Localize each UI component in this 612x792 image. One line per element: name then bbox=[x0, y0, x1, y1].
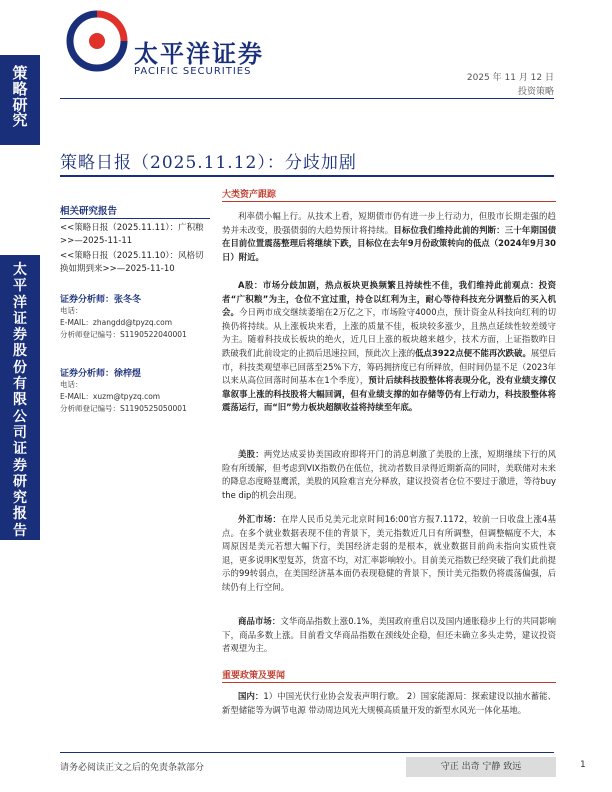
section-heading-policy: 重要政策及要闻 bbox=[222, 671, 286, 681]
a-share-text-1: 今日两市成交继续萎缩在2万亿之下，市场险守4000点，预计资金从科技向红利的切换仍将持续。从上涨板块来看，上涨的质量不佳，板块较多涨少，且热点延续性较差缓守为主。随着科技成长板块的绝火，近几日上涨的板块越来越少，技术方面，上证指数昨日跌破我们此前设定的止损后迅速拉回，预此次上涨的 bbox=[222, 307, 557, 358]
a-share-bold-1: 市场分歧加剧，热点板块更换频繁且持续性不佳，我们维持此前观点：投资者“广积粮”为主，仓位不宜过重，持仓以红利为主，耐心等待科技充分调整后的买入机会。 bbox=[222, 280, 556, 318]
analyst-phone: 电话： bbox=[60, 306, 83, 315]
analyst-phone: 电话： bbox=[60, 380, 83, 389]
us-stock-text: 两党达成妥协美国政府即将开门的消息刺激了美股的上涨，短期继续下行的风险有所缓解，但考虑到VIX指数仍在低位，扰动者数目录得近期新高的同时，美联储对未来的降息态度略显鹰派，美股的风险难言充分释放，建议投资者仓位不要过于激进，等待buy the dip的机会出现。 bbox=[222, 449, 557, 500]
a-share-bold-3: 预计后续科技股整体将表现分化，没有业绩支撑仅靠叙事上涨的科技股将大幅回调，但有业绩支撑的如存储等仍有上行动力，科技股整体将震荡运行，而“旧”势力板块超额收益将持续至年底。 bbox=[222, 375, 556, 413]
bond-paragraph bbox=[222, 210, 556, 264]
logo-icon bbox=[66, 10, 128, 72]
sidebar-category-label: 策 略 研 究 bbox=[12, 64, 28, 130]
logo-text-cn: 太平洋证券 bbox=[134, 40, 264, 68]
analyst-email[interactable]: E-MAIL：xuzm@tpyzq.com bbox=[60, 392, 161, 401]
a-share-paragraph bbox=[222, 279, 556, 415]
section-divider bbox=[222, 682, 556, 683]
us-stock-label: 美股： bbox=[238, 449, 264, 459]
footer-divider bbox=[60, 752, 554, 753]
bond-text: 利率债小幅上行。从技术上看，短期债市仍有进一步上行动力，但股市长期走强的趋势并未改变，股强债弱的大趋势预计将持续。 bbox=[222, 211, 556, 235]
related-reports-divider bbox=[60, 218, 210, 219]
report-type: 投资策略 bbox=[517, 87, 554, 97]
a-share-label: A股： bbox=[238, 280, 263, 290]
related-reports-heading: 相关研究报告 bbox=[60, 206, 118, 217]
analyst-block bbox=[60, 366, 210, 415]
section-heading-assets: 大类资产跟踪 bbox=[222, 190, 277, 200]
footer-motto: 守正 出奇 宁静 致远 bbox=[406, 757, 556, 777]
a-share-text-2: 展望后市，科技类观望率已回落至25%下方，筹码拥挤度已有所释放，但时间仍显不足（2023年以来从高位回落时间基本在1个季度）， bbox=[222, 347, 557, 386]
a-share-bold-2: 低点3922点便不能再次跌破。 bbox=[415, 347, 531, 358]
analyst-cert: 分析师登记编号：S1190525050001 bbox=[60, 404, 187, 413]
related-report-link[interactable]: <<策略日报（2025.11.11）：广积粮>>—2025-11-11 bbox=[60, 223, 204, 246]
us-stock-paragraph bbox=[222, 448, 556, 502]
analyst-email[interactable]: E-MAIL：zhangdd@tpyzq.com bbox=[60, 318, 172, 327]
domestic-paragraph bbox=[222, 690, 556, 717]
fx-paragraph bbox=[222, 513, 556, 595]
logo-text-en: PACIFIC SECURITIES bbox=[134, 66, 252, 77]
report-date: 2025 年 11 月 12 日 bbox=[466, 73, 554, 83]
fx-label: 外汇市场： bbox=[238, 514, 282, 524]
analyst-cert: 分析师登记编号：S1190522040001 bbox=[60, 330, 187, 339]
section-divider bbox=[222, 201, 556, 202]
bond-bold-text: 目标位我们维持此前的判断：三十年期国债在目前位置震荡整理后将继续下跌，目标位在去年9月份政策转向的低点（2024年9月30日）附近。 bbox=[222, 224, 557, 262]
fx-text: 在岸人民币兑美元北京时间16:00官方报7.1172，较前一日收盘上涨4基点。在多个就业数据表现不佳的背景下，美元指数近几日有所调整，但调整幅度不大，本周原因是美元若想大幅下行，美国经济走弱的是根本，就业数据目前尚未指向实质性衰退，更多说明K型复苏，货富不均，对汇率影响较小。目前美元指数已经突破了我们此前提示的99转弱点，在美国经济基本面仍表现稳健的背景下，预计美元指数仍将震荡偏强，后续仍有上行空间。 bbox=[222, 514, 556, 592]
page-number: 1 bbox=[580, 760, 586, 770]
analyst-name: 证券分析师：张冬冬 bbox=[60, 295, 142, 305]
footer-disclaimer: 请务必阅读正文之后的免责条款部分 bbox=[60, 763, 205, 773]
page-title: 策略日报（2025.11.12）：分歧加剧 bbox=[60, 153, 357, 173]
sidebar-firm-label: 太 平 洋 证 券 股 份 有 限 公 司 证 券 研 究 报 告 bbox=[13, 262, 27, 539]
header-divider bbox=[60, 98, 554, 99]
analyst-name: 证券分析师：徐梓煜 bbox=[60, 369, 142, 379]
commodity-paragraph bbox=[222, 615, 556, 656]
commodity-text: 文华商品指数上涨0.1%，美国政府重启以及国内通胀稳步上行的共同影响下，商品多数上涨。目前看文华商品指数在颈线处企稳，但还未确立多头走势，建议投资者观望为主。 bbox=[222, 616, 556, 654]
title-divider bbox=[60, 175, 554, 177]
commodity-label: 商品市场： bbox=[238, 616, 281, 626]
related-report-link[interactable]: <<策略日报（2025.11.10）：风格切换如期到来>>—2025-11-10 bbox=[60, 251, 204, 274]
analyst-block bbox=[60, 292, 210, 341]
domestic-label: 国内： bbox=[238, 691, 264, 701]
domestic-text: 1）中国光伏行业协会发表声明行歌。 2）国家能源局：探索建设以抽水蓄能、新型储能等为调节电源 带动周边风光大规模高质量开发的新型水风光一体化基地。 bbox=[222, 691, 557, 715]
